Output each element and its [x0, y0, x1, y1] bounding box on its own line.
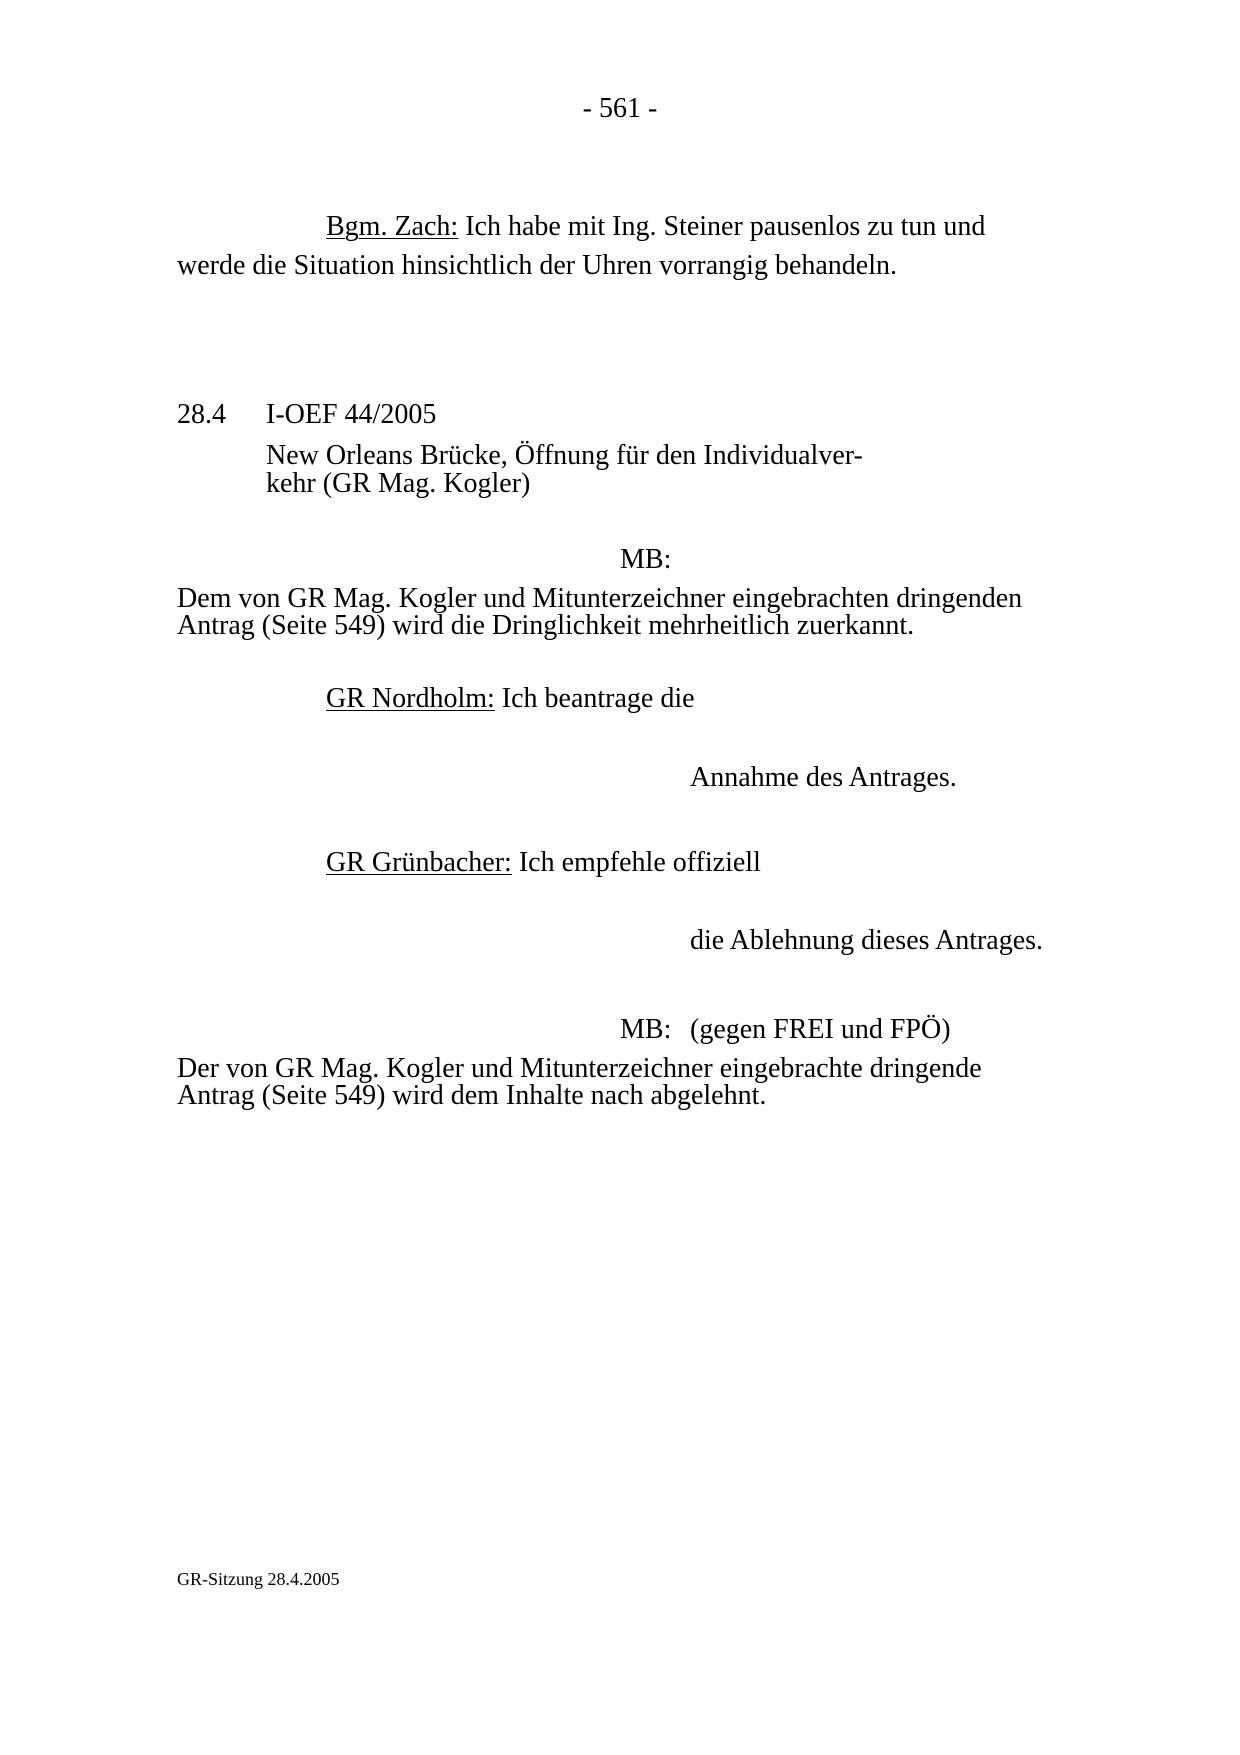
page-number: - 561 - [582, 93, 658, 124]
decision2-note: (gegen FREI und FPÖ) [690, 1014, 951, 1045]
statement-zach-line2: werde die Situation hinsichtlich der Uhren vorrangig behandeln. [177, 250, 898, 281]
decision2-line1: Der von GR Mag. Kogler und Mitunterzeichner eingebrachte dringende [177, 1053, 982, 1084]
item-code: I-OEF 44/2005 [266, 399, 437, 430]
decision1-line1: Dem von GR Mag. Kogler und Mitunterzeichner eingebrachten dringenden [177, 583, 1023, 614]
statement-gruenbacher [326, 848, 761, 878]
decision2-label: MB: [620, 1014, 672, 1045]
item-number: 28.4 [177, 399, 226, 430]
decision1-label: MB: [620, 544, 672, 575]
decision1-line2: Antrag (Seite 549) wird die Dringlichkeit mehrheitlich zuerkannt. [177, 610, 915, 641]
statement-nordholm-text: Ich beantrage die [494, 683, 695, 714]
item-title-line2: kehr (GR Mag. Kogler) [266, 468, 531, 499]
statement-gruenbacher-text: Ich empfehle offiziell [511, 847, 761, 878]
statement-zach-text: Ich habe mit Ing. Steiner pausenlos zu tun und [458, 211, 986, 242]
statement-gruenbacher-continuation: die Ablehnung dieses Antrages. [690, 925, 1044, 956]
statement-nordholm-continuation: Annahme des Antrages. [690, 762, 957, 793]
speaker-nordholm: GR Nordholm: [326, 683, 495, 714]
item-title-line1: New Orleans Brücke, Öffnung für den Individualver- [266, 440, 863, 471]
statement-zach-line1 [326, 212, 985, 242]
statement-nordholm [326, 684, 695, 714]
speaker-gruenbacher: GR Grünbacher: [326, 847, 512, 878]
speaker-zach: Bgm. Zach: [326, 211, 459, 242]
footer-session-date: GR-Sitzung 28.4.2005 [177, 1569, 340, 1589]
decision2-line2: Antrag (Seite 549) wird dem Inhalte nach abgelehnt. [177, 1080, 767, 1111]
